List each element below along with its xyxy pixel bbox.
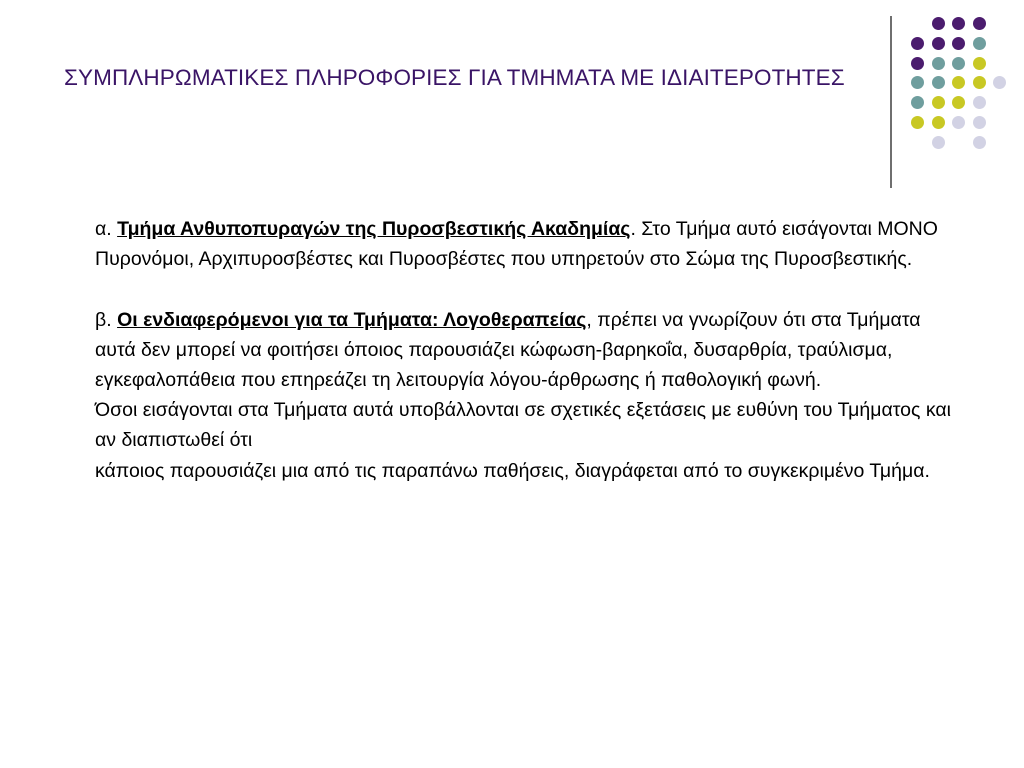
paragraph-a-text: . Στο Τμήμα αυτό εισάγονται ΜΟΝΟ Πυρονόμοι, Αρχιπυροσβέστες και Πυροσβέστες που υπηρετούν στο Σώμα της Πυροσβεστικής.	[95, 218, 938, 271]
decorative-dot	[932, 57, 945, 70]
slide-body	[95, 214, 965, 486]
paragraph-a	[95, 214, 965, 274]
decorative-dot	[973, 76, 986, 89]
decorative-dot	[952, 57, 965, 70]
decorative-dot	[932, 96, 945, 109]
decorative-dot	[973, 37, 986, 50]
paragraph-a-emphasis: Τμήμα Ανθυποπυραγών της Πυροσβεστικής Ακαδημίας	[117, 218, 631, 240]
decorative-dot	[932, 116, 945, 129]
paragraph-b-text: , πρέπει να γνωρίζουν ότι στα Τμήματα αυτά δεν μπορεί να φοιτήσει όποιος παρουσιάζει κώφωση-βαρηκοΐα, δυσαρθρία, τραύλισμα, εγκεφαλοπάθεια που επηρεάζει τη λειτουργία λόγου-άρθρωσης ή παθολογική φωνή.	[95, 308, 921, 391]
decorative-dot	[932, 17, 945, 30]
paragraph-b-prefix: β.	[95, 308, 118, 331]
decorative-dot	[911, 116, 924, 129]
decorative-dot	[973, 57, 986, 70]
decorative-dot	[952, 17, 965, 30]
paragraph-spacer	[95, 274, 965, 304]
decorative-dot	[932, 76, 945, 89]
decorative-dot	[952, 96, 965, 109]
decorative-dot	[911, 76, 924, 89]
paragraph-b	[95, 305, 965, 396]
decorative-dot	[932, 136, 945, 149]
paragraph-b-line-3: κάποιος παρουσιάζει μια από τις παραπάνω παθήσεις, διαγράφεται από το συγκεκριμένο Τμήμα.	[95, 459, 930, 482]
decorative-dot	[952, 116, 965, 129]
decorative-dot	[911, 37, 924, 50]
decorative-dot	[911, 96, 924, 109]
decorative-dot	[973, 116, 986, 129]
vertical-divider	[890, 16, 892, 188]
decorative-dot	[932, 37, 945, 50]
decorative-dot	[952, 37, 965, 50]
paragraph-b-line-2: Όσοι εισάγονται στα Τμήματα αυτά υποβάλλονται σε σχετικές εξετάσεις με ευθύνη του Τμήματος και αν διαπιστωθεί ότι	[95, 399, 951, 452]
paragraph-b-emphasis: Οι ενδιαφερόμενοι για τα Τμήματα: Λογοθεραπείας	[117, 308, 587, 331]
paragraph-a-prefix: α.	[95, 218, 118, 240]
decorative-dot	[973, 96, 986, 109]
decorative-dot	[993, 76, 1006, 89]
decorative-dot	[911, 57, 924, 70]
decorative-dot	[973, 136, 986, 149]
decorative-dot	[973, 17, 986, 30]
slide-title: ΣΥΜΠΛΗΡΩΜΑΤΙΚΕΣ ΠΛΗΡΟΦΟΡΙΕΣ ΓΙΑ ΤΜΗΜΑΤΑ ΜΕ ΙΔΙΑΙΤΕΡΟΤΗΤΕΣ	[64, 65, 845, 90]
decorative-dot	[952, 76, 965, 89]
